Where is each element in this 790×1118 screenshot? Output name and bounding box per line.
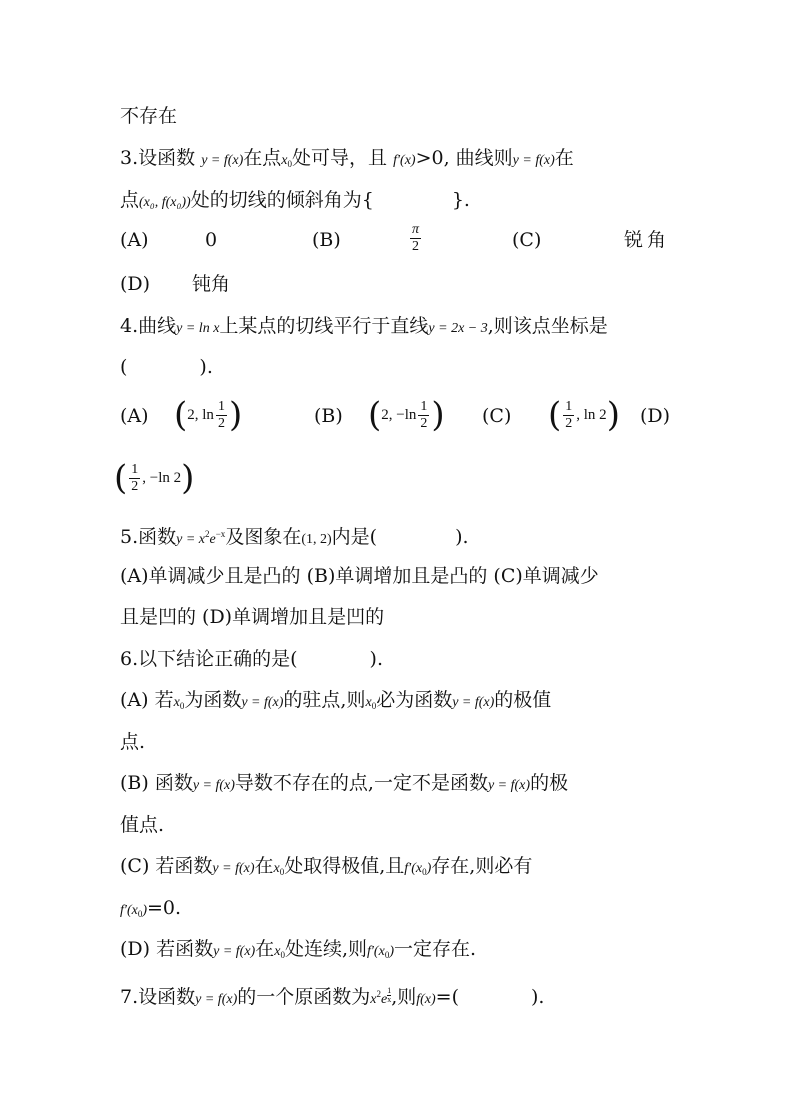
question-5-options-cont: 且是凹的 (D)单调增加且是凹的: [120, 606, 385, 628]
text-line: 不存在: [120, 105, 178, 127]
q4-option-a-value: ( 2, ln $\frac{1}{2}$ ): [174, 395, 243, 435]
option-b-label: (B): [312, 229, 341, 251]
q4-option-d-label: (D): [640, 405, 671, 427]
question-6-option-b-cont: 值点.: [120, 814, 165, 836]
option-c-value: 锐角: [624, 229, 671, 251]
option-d-value: 钝角: [192, 273, 231, 295]
question-3-cont: 点(x₀, f(x₀))处的切线的倾斜角为{ }.: [120, 189, 470, 211]
q4-option-d-value: ( $\frac{1}{2}$ , −ln 2 ): [114, 458, 195, 498]
question-6-option-d: (D) 若函数y = f(x)在$x_0$处连续,则$f'(x_0)$一定存在.: [120, 938, 477, 960]
q4-option-b-label: (B): [314, 405, 343, 427]
question-6-option-c: (C) 若函数y = f(x)在$x_0$处取得极值,且$f'(x_0)$存在,则必有: [120, 855, 533, 877]
question-4-cont: ( ).: [120, 356, 213, 378]
option-c-label: (C): [512, 229, 542, 251]
question-6-option-a-cont: 点.: [120, 731, 146, 753]
q4-option-b-value: ( 2, −ln $\frac{1}{2}$ ): [368, 395, 445, 435]
question-6-option-a: (A) 若$x_0$为函数y = f(x)的驻点,则$x_0$必为函数y = f(x)的极值: [120, 689, 552, 711]
question-6-option-b: (B) 函数y = f(x)导数不存在的点,一定不是函数y = f(x)的极: [120, 772, 569, 794]
question-3: 3.设函数 y = f(x)在点$x_0$处可导，且 f′(x)>0, 曲线则y = f(x)在: [120, 147, 574, 169]
option-d-label: (D): [120, 273, 151, 295]
question-5-options: (A)单调减少且是凸的 (B)单调增加且是凸的 (C)单调减少: [120, 565, 599, 587]
question-6-option-c-cont: $f'(x_0)=0$.: [120, 897, 182, 919]
q4-option-c-label: (C): [482, 405, 512, 427]
option-a-label: (A): [120, 229, 149, 251]
option-a-value: 0: [205, 229, 218, 251]
q4-option-a-label: (A): [120, 405, 149, 427]
question-4: 4.曲线y = ln x上某点的切线平行于直线y = 2x − 3,则该点坐标是: [120, 315, 608, 337]
q4-option-c-value: ( $\frac{1}{2}$ , ln 2 ): [548, 395, 620, 435]
question-5: 5.函数$y = x^2e^{-x}$及图象在(1, 2)内是( ).: [120, 526, 469, 548]
question-7: 7.设函数y = f(x)的一个原函数为$x^2e$ $\frac{1}{x}$ ,则f(x)=( ).: [120, 986, 545, 1008]
question-6: 6.以下结论正确的是( ).: [120, 648, 383, 670]
option-b-value: $\frac{\pi}{2}$: [412, 222, 420, 254]
